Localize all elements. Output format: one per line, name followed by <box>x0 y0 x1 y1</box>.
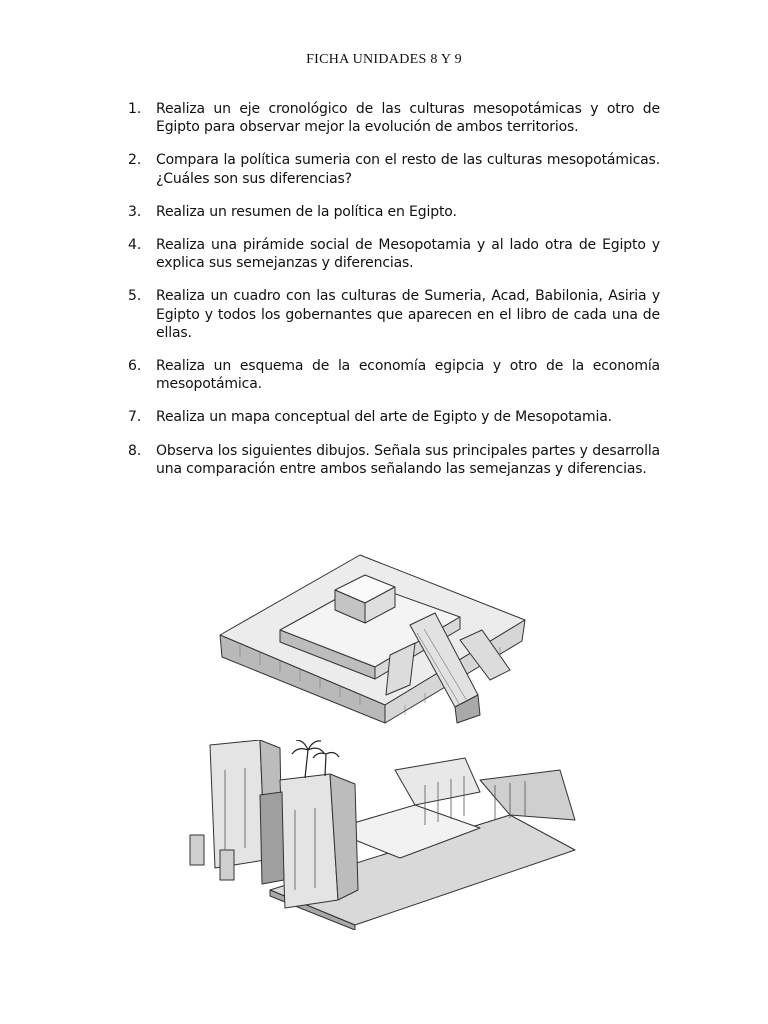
exercise-list <box>128 100 660 493</box>
item-number: 6. <box>128 358 142 375</box>
item-number: 3. <box>128 203 142 220</box>
item-number: 2. <box>128 152 142 169</box>
item-number: 1. <box>128 101 142 117</box>
item-text: Observa los siguientes dibujos. Señala sus principales partes y desarrolla una comparación entre ambos señalando las semejanzas y diferencias. <box>156 442 660 477</box>
list-item <box>128 203 660 221</box>
list-item <box>128 236 660 272</box>
item-text: Realiza un esquema de la economía egipcia y otro de la economía mesopotámica. <box>156 358 660 393</box>
egyptian-temple-illustration <box>180 740 580 930</box>
item-text: Compara la política sumeria con el resto de las culturas mesopotámicas. ¿Cuáles son sus diferencias? <box>156 152 660 187</box>
item-number: 8. <box>128 442 142 459</box>
item-number: 7. <box>128 409 142 426</box>
item-text: Realiza un cuadro con las culturas de Sumeria, Acad, Babilonia, Asiria y Egipto y todos los gobernantes que aparecen en el libro de cada una de ellas. <box>156 288 660 341</box>
item-text: Realiza una pirámide social de Mesopotamia y al lado otra de Egipto y explica sus semejanzas y diferencias. <box>156 237 660 272</box>
list-item <box>128 151 660 187</box>
item-number: 4. <box>128 237 142 254</box>
page-title: FICHA UNIDADES 8 Y 9 <box>306 52 462 67</box>
list-item <box>128 408 660 426</box>
list-item <box>128 100 660 136</box>
list-item <box>128 287 660 342</box>
item-text: Realiza un resumen de la política en Egipto. <box>156 203 457 220</box>
list-item <box>128 442 660 478</box>
list-item <box>128 357 660 393</box>
item-text: Realiza un eje cronológico de las culturas mesopotámicas y otro de Egipto para observar mejor la evolución de ambos territorios. <box>156 101 660 136</box>
ziggurat-illustration <box>210 545 530 725</box>
item-text: Realiza un mapa conceptual del arte de Egipto y de Mesopotamia. <box>156 409 612 426</box>
item-number: 5. <box>128 288 142 305</box>
